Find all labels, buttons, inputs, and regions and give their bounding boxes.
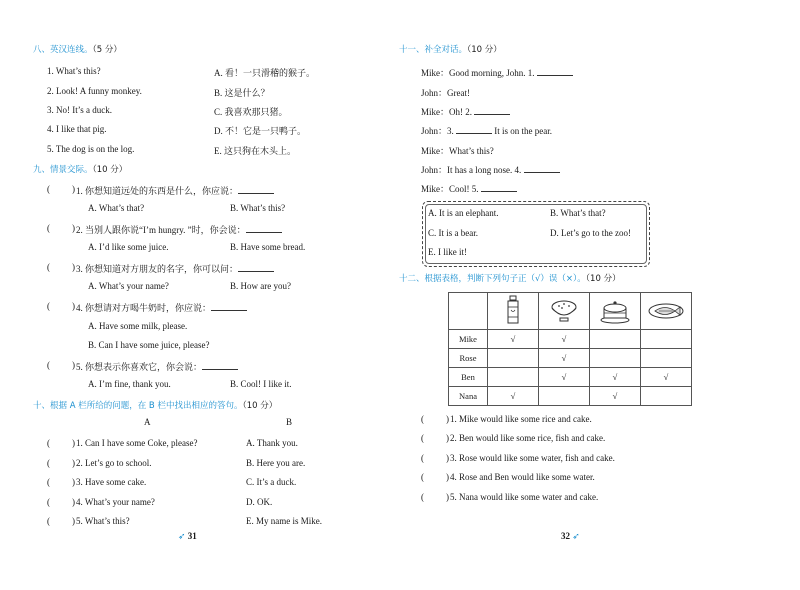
judgement-statement: 1. Mike would like some rice and cake. bbox=[450, 414, 592, 424]
fish-plate-icon bbox=[641, 293, 692, 330]
section-10-title: 十、根据 A 栏所给的问题，在 B 栏中找出相应的答句。（10 分） bbox=[33, 401, 278, 411]
row-name: Ben bbox=[449, 368, 488, 387]
situation-question: 5. 你想表示你喜欢它，你会说： bbox=[76, 360, 238, 373]
answer-paren[interactable]: ( ) bbox=[47, 262, 75, 272]
check-cell: √ bbox=[539, 349, 590, 368]
dialogue-line: John：It has a long nose. 4. bbox=[421, 163, 560, 176]
answer-paren[interactable]: ( ) bbox=[47, 458, 75, 468]
answer-blank[interactable] bbox=[481, 183, 517, 192]
dialogue-line: John：3. It is on the pear. bbox=[421, 126, 553, 136]
column-b-item: D. OK. bbox=[246, 497, 273, 507]
leaf-icon: ➶ bbox=[178, 531, 186, 541]
check-cell bbox=[488, 349, 539, 368]
option-a[interactable]: A. What’s that? bbox=[88, 203, 145, 213]
dialogue-option: C. It is a bear. bbox=[428, 228, 478, 238]
answer-blank[interactable] bbox=[238, 263, 274, 272]
match-left-item: 4. I like that pig. bbox=[47, 124, 107, 134]
answer-blank[interactable] bbox=[474, 106, 510, 115]
answer-paren[interactable]: ( ) bbox=[421, 492, 449, 502]
check-cell: √ bbox=[590, 387, 641, 406]
rice-bowl-icon bbox=[539, 293, 590, 330]
match-left-item: 5. The dog is on the log. bbox=[47, 144, 135, 154]
match-right-item: D. 不！它是一只鸭子。 bbox=[214, 126, 307, 136]
match-right-item: B. 这是什么？ bbox=[214, 88, 270, 98]
option-a[interactable]: A. Have some milk, please. bbox=[88, 321, 188, 331]
column-b-item: E. My name is Mike. bbox=[246, 516, 322, 526]
column-a-item: 2. Let’s go to school. bbox=[76, 458, 152, 468]
situation-question: 4. 你想请对方喝牛奶时，你应说： bbox=[76, 301, 247, 314]
judgement-statement: 2. Ben would like some rice, fish and cake. bbox=[450, 433, 606, 443]
match-right-item: C. 我喜欢那只猪。 bbox=[214, 107, 288, 117]
dialogue-line: Mike：Cool! 5. bbox=[421, 182, 517, 195]
check-cell bbox=[590, 330, 641, 349]
answer-paren[interactable]: ( ) bbox=[47, 360, 75, 370]
table-row bbox=[449, 330, 692, 349]
match-right-item: E. 这只狗在木头上。 bbox=[214, 146, 296, 156]
check-cell: √ bbox=[488, 330, 539, 349]
table-row bbox=[449, 368, 692, 387]
section-11-title: 十一、补全对话。（10 分） bbox=[399, 45, 502, 55]
match-left-item: 1. What’s this? bbox=[47, 66, 101, 76]
option-b[interactable]: B. Can I have some juice, please? bbox=[88, 340, 210, 350]
table-row bbox=[449, 349, 692, 368]
check-cell bbox=[590, 349, 641, 368]
answer-paren[interactable]: ( ) bbox=[421, 414, 449, 424]
column-b-item: C. It’s a duck. bbox=[246, 477, 297, 487]
check-cell bbox=[641, 330, 692, 349]
column-a-item: 5. What’s this? bbox=[76, 516, 130, 526]
answer-blank[interactable] bbox=[211, 302, 247, 311]
answer-paren[interactable]: ( ) bbox=[47, 184, 75, 194]
column-b-item: B. Here you are. bbox=[246, 458, 306, 468]
answer-blank[interactable] bbox=[537, 67, 573, 76]
leaf-icon: ➶ bbox=[572, 531, 580, 541]
check-cell bbox=[641, 387, 692, 406]
answer-paren[interactable]: ( ) bbox=[47, 516, 75, 526]
answer-paren[interactable]: ( ) bbox=[47, 301, 75, 311]
judgement-statement: 3. Rose would like some water, fish and cake. bbox=[450, 453, 615, 463]
column-b-item: A. Thank you. bbox=[246, 438, 298, 448]
option-b[interactable]: B. What’s this? bbox=[230, 203, 286, 213]
answer-blank[interactable] bbox=[246, 224, 282, 233]
check-cell bbox=[488, 368, 539, 387]
page-number-left: ➶ 31 bbox=[178, 531, 197, 541]
situation-question: 3. 你想知道对方朋友的名字，你可以问： bbox=[76, 262, 274, 275]
dialogue-option: A. It is an elephant. bbox=[428, 208, 499, 218]
water-bottle-icon bbox=[488, 293, 539, 330]
check-cell: √ bbox=[488, 387, 539, 406]
dialogue-line: Mike：Good morning, John. 1. bbox=[421, 66, 573, 79]
answer-blank[interactable] bbox=[202, 361, 238, 370]
answer-blank[interactable] bbox=[238, 185, 274, 194]
situation-question: 2. 当别人跟你说“I’m hungry. ”时，你会说： bbox=[76, 223, 282, 236]
column-a-item: 4. What’s your name? bbox=[76, 497, 155, 507]
dialogue-line: Mike：What’s this? bbox=[421, 146, 494, 156]
check-cell: √ bbox=[641, 368, 692, 387]
section-12-title: 十二、根据表格，判断下列句子正（√）误（×）。（10 分） bbox=[399, 274, 621, 284]
match-left-item: 3. No! It’s a duck. bbox=[47, 105, 112, 115]
column-b-header: B bbox=[286, 417, 293, 427]
answer-paren[interactable]: ( ) bbox=[47, 223, 75, 233]
option-b[interactable]: B. How are you? bbox=[230, 281, 291, 291]
row-name: Mike bbox=[449, 330, 488, 349]
dialogue-line: John：Great! bbox=[421, 88, 470, 98]
column-a-item: 1. Can I have some Coke, please? bbox=[76, 438, 198, 448]
dialogue-option: B. What’s that? bbox=[550, 208, 606, 218]
option-a[interactable]: A. I’m fine, thank you. bbox=[88, 379, 171, 389]
answer-paren[interactable]: ( ) bbox=[47, 438, 75, 448]
answer-paren[interactable]: ( ) bbox=[47, 477, 75, 487]
answer-paren[interactable]: ( ) bbox=[421, 472, 449, 482]
situation-question: 1. 你想知道远处的东西是什么，你应说： bbox=[76, 184, 274, 197]
option-b[interactable]: B. Cool! I like it. bbox=[230, 379, 292, 389]
match-left-item: 2. Look! A funny monkey. bbox=[47, 86, 142, 96]
answer-blank[interactable] bbox=[524, 164, 560, 173]
answer-paren[interactable]: ( ) bbox=[47, 497, 75, 507]
cake-icon bbox=[590, 293, 641, 330]
check-cell: √ bbox=[539, 330, 590, 349]
food-table bbox=[448, 292, 692, 406]
page-number-right: 32 ➶ bbox=[561, 531, 580, 541]
answer-paren[interactable]: ( ) bbox=[421, 453, 449, 463]
answer-blank[interactable] bbox=[456, 125, 492, 134]
dialogue-line: Mike：Oh! 2. bbox=[421, 105, 510, 118]
judgement-statement: 4. Rose and Ben would like some water. bbox=[450, 472, 595, 482]
option-a[interactable]: A. I’d like some juice. bbox=[88, 242, 169, 252]
check-cell bbox=[539, 387, 590, 406]
check-cell bbox=[641, 349, 692, 368]
judgement-statement: 5. Nana would like some water and cake. bbox=[450, 492, 599, 502]
dialogue-option: E. I like it! bbox=[428, 247, 467, 257]
row-name: Nana bbox=[449, 387, 488, 406]
column-a-item: 3. Have some cake. bbox=[76, 477, 147, 487]
match-right-item: A. 看！一只滑稽的猴子。 bbox=[214, 68, 316, 78]
check-cell: √ bbox=[590, 368, 641, 387]
option-a[interactable]: A. What’s your name? bbox=[88, 281, 169, 291]
row-name: Rose bbox=[449, 349, 488, 368]
column-a-header: A bbox=[144, 417, 151, 427]
section-8-title: 八、英汉连线。（5 分） bbox=[33, 45, 122, 55]
table-row bbox=[449, 387, 692, 406]
dialogue-option: D. Let’s go to the zoo! bbox=[550, 228, 631, 238]
check-cell: √ bbox=[539, 368, 590, 387]
option-b[interactable]: B. Have some bread. bbox=[230, 242, 306, 252]
table-header-row bbox=[449, 293, 692, 330]
section-9-title: 九、情景交际。（10 分） bbox=[33, 165, 128, 175]
answer-paren[interactable]: ( ) bbox=[421, 433, 449, 443]
